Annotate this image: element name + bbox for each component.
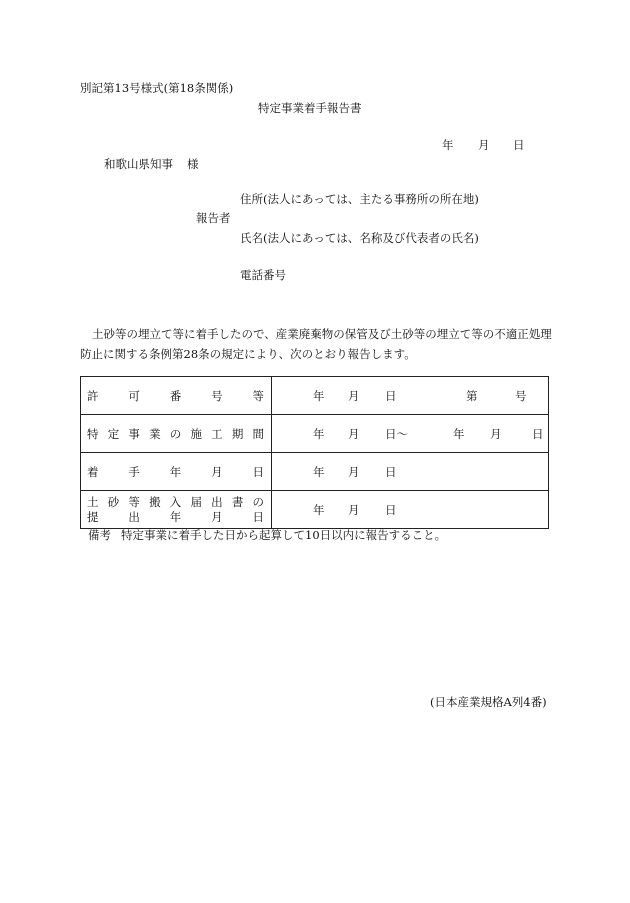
soil-notice-label — [81, 491, 272, 529]
label-char: 可 — [128, 388, 140, 403]
table-row-construction-period — [81, 415, 549, 453]
label-char: 入 — [169, 494, 182, 509]
label-char: 日 — [252, 509, 264, 524]
label-char: 等 — [128, 494, 140, 509]
table-row-permit-number — [81, 377, 549, 415]
period-start-year: 年 — [313, 426, 325, 441]
reporter-address-label: 住所(法人にあっては、主たる事務所の所在地) — [240, 192, 479, 206]
table-row-soil-notice — [81, 491, 549, 529]
label-char: 定 — [107, 426, 120, 441]
period-end-day: 日 — [532, 426, 544, 441]
document-title: 特定事業着手報告書 — [258, 101, 362, 115]
soil-notice-value — [272, 491, 549, 529]
construction-period-label — [81, 415, 272, 453]
label-char: 施 — [190, 426, 202, 441]
label-char: 日 — [252, 464, 264, 479]
label-char: 年 — [169, 509, 182, 524]
reporter-phone-label: 電話番号 — [240, 268, 286, 282]
label-char: 許 — [87, 388, 99, 403]
label-char: 月 — [211, 464, 223, 479]
note — [88, 530, 446, 542]
form-number: 別記第13号様式(第18条関係) — [80, 81, 234, 95]
table-row-start-date — [81, 453, 549, 491]
report-table — [80, 376, 549, 529]
label-char: 事 — [128, 426, 140, 441]
permit-dai: 第 — [466, 388, 478, 403]
start-date-value — [272, 453, 549, 491]
date-day-label: 日 — [513, 138, 525, 152]
label-char: 出 — [211, 494, 223, 509]
period-end-year: 年 — [453, 426, 465, 441]
label-char: 砂 — [107, 494, 120, 509]
note-label: 備考 — [88, 528, 111, 542]
permit-number-label — [81, 377, 272, 415]
label-char: 土 — [87, 494, 99, 509]
label-char: 期 — [231, 426, 244, 441]
notice-day: 日 — [385, 502, 397, 517]
addressee-name: 和歌山県知事 — [104, 157, 173, 171]
permit-go: 号 — [515, 388, 527, 403]
label-char: 番 — [169, 388, 182, 403]
notice-year: 年 — [313, 502, 325, 517]
label-char: の — [252, 494, 264, 509]
body-text: 土砂等の埋立て等に着手したので、産業廃棄物の保管及び土砂等の埋立て等の不適正処理防止に関する条例第28条の規定により、次のとおり報告します。 — [80, 327, 552, 361]
start-day: 日 — [385, 464, 397, 479]
permit-day: 日 — [385, 388, 397, 403]
label-char: 年 — [169, 464, 182, 479]
period-start-day: 日〜 — [385, 426, 408, 441]
date-year-label: 年 — [442, 138, 454, 152]
addressee — [104, 159, 199, 171]
date-month-label: 月 — [478, 138, 490, 152]
note-text: 特定事業に着手した日から起算して10日以内に報告すること。 — [121, 528, 447, 542]
paper-size-note: (日本産業規格A列4番) — [430, 695, 547, 709]
label-char: 手 — [128, 464, 140, 479]
period-start-month: 月 — [348, 426, 360, 441]
addressee-honorific: 様 — [187, 157, 199, 171]
period-end-month: 月 — [490, 426, 502, 441]
label-char: 提 — [87, 509, 99, 524]
notice-month: 月 — [348, 502, 360, 517]
start-year: 年 — [313, 464, 325, 479]
permit-year: 年 — [313, 388, 325, 403]
label-char: 間 — [252, 426, 264, 441]
reporter-name-label: 氏名(法人にあっては、名称及び代表者の氏名) — [240, 231, 479, 245]
label-char: 届 — [190, 494, 202, 509]
start-month: 月 — [348, 464, 360, 479]
label-char: 業 — [149, 426, 161, 441]
label-char: 着 — [87, 464, 99, 479]
construction-period-value — [272, 415, 549, 453]
label-char: 等 — [252, 388, 264, 403]
permit-number-value — [272, 377, 549, 415]
permit-month: 月 — [348, 388, 360, 403]
label-char: 号 — [211, 388, 223, 403]
report-date — [0, 140, 630, 154]
reporter-label: 報告者 — [196, 211, 231, 225]
label-char: の — [169, 426, 182, 441]
label-char: 工 — [211, 426, 223, 441]
label-char: 搬 — [149, 494, 161, 509]
label-char: 月 — [211, 509, 223, 524]
label-char: 書 — [231, 494, 244, 509]
start-date-label — [81, 453, 272, 491]
label-char: 出 — [128, 509, 140, 524]
label-char: 特 — [87, 426, 99, 441]
